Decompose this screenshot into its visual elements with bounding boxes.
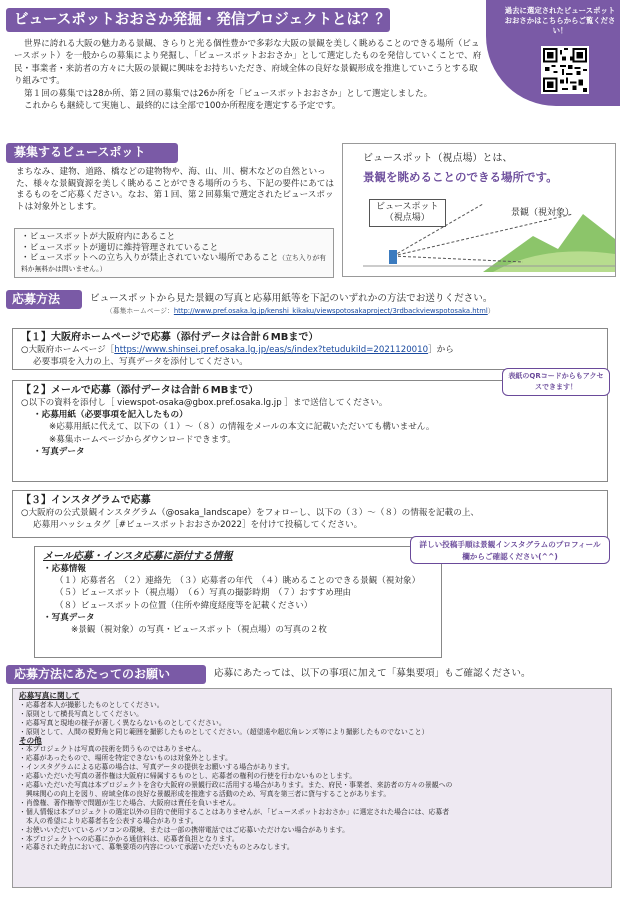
note-item: ・本プロジェクトは写真の技術を問うものではありません。 [19, 745, 206, 754]
method-instagram-line2: 応募用ハッシュタグ［#ビュースポットおおさか2022］を付けて投稿してください。 [33, 520, 363, 530]
qr-code-icon[interactable] [541, 46, 589, 94]
note-item: ・本プロジェクトへの応募にかかる通信料は、応募者負担となります。 [19, 834, 239, 843]
mail-form-note: ※募集ホームページからダウンロードできます。 [49, 434, 236, 445]
method-web-box [12, 328, 608, 370]
instagram-callout: 詳しい投稿手順は景観インスタグラムのプロフィール欄からご確認ください(^^) [410, 536, 610, 564]
condition-item [21, 253, 327, 274]
method-web-post: ］から [428, 345, 454, 355]
requests-description: 応募にあたっては、以下の事項に加えて「募集要項」もご確認ください。 [214, 668, 531, 679]
method-instagram-box [12, 490, 608, 538]
note-item: 本人の希望により応募者名を公表する場合があります。 [19, 816, 198, 825]
notes-heading-other: その他 [19, 735, 42, 745]
attach-info-row: （８）ビュースポットの位置（住所や緯度経度等を記載ください） [55, 600, 313, 611]
homepage-label: （募集ホームページ： [106, 307, 174, 315]
scenery-label: 景観（視対象） [511, 208, 575, 218]
note-item: ・原則として、人間の視野角と同じ範囲を撮影したものとしてください。（超望遠や超広角レンズ等により撮影したものでないこと） [19, 727, 429, 736]
notes-box [12, 688, 612, 888]
qr-callout: 表紙のQRコードからもアクセスできます！ [502, 368, 610, 396]
method-web-line [21, 344, 599, 356]
attach-info-row: （５）ビュースポット（視点場） （６）写真の撮影時期 （７）おすすめ理由 [55, 588, 352, 599]
bubble-text: 過去に選定されたビュースポットおおさかはこちらからご覧ください！ [504, 6, 616, 35]
application-link[interactable]: https://www.shinsei.pref.osaka.lg.jp/eas/s/index?tetudukiId=2021120010 [114, 345, 429, 355]
notes-heading-photo: 応募写真に関して [19, 691, 80, 700]
diagram-caption-emphasis: 景観を眺めることのできる場所です。 [363, 170, 558, 184]
viewpoint-label [369, 199, 446, 227]
method-web-pre: ○大阪府ホームページ［ [21, 345, 115, 355]
apply-description: ビュースポットから見た景観の写真と応募用紙等を下記のいずれかの方法でお送りください。 [90, 293, 493, 304]
condition-item: ・ビュースポットが適切に維持管理されていること [21, 242, 219, 253]
attach-photo-label: ・写真データ [43, 612, 95, 623]
method-mail-title: 【２】メールで応募（添付データは合計６MBまで） [21, 385, 259, 396]
note-item: 興味関心の向上を図り、府域全体の良好な景観形成を推進する活動のため、写真を第三者に貸与することがあります。 [19, 789, 391, 798]
intro-paragraph: これからも継続して実施し、最終的には全部で100か所程度を選定する予定です。 [24, 101, 341, 112]
viewpoint-label-sub: （視点場） [384, 213, 430, 223]
attach-info-title: メール応募・インスタ応募に添付する情報 [43, 551, 233, 562]
homepage-label-end: ） [487, 307, 495, 315]
note-item: ・応募があったもので、場所を特定できないものは対象外とします。 [19, 754, 232, 763]
method-instagram-title: 【３】インスタグラムで応募 [21, 495, 151, 506]
mail-photo-label: ・写真データ [33, 446, 85, 457]
apply-homepage-note [106, 307, 606, 316]
note-item: ・肖像権、著作権等で問題が生じた場合、大阪府は責任を負いません。 [19, 798, 240, 807]
method-web-line2: 必要事項を入力の上、写真データを添付してください。 [33, 357, 248, 367]
diagram-caption: ビュースポット（視点場）とは、 [363, 153, 513, 164]
viewpoint-label-text: ビュースポット [376, 202, 439, 212]
homepage-link[interactable]: http://www.pref.osaka.lg.jp/kenshi_kikaku/viewspotosakaproject/3rdbackviewspotosaka.html [173, 307, 488, 315]
note-item: ・応募写真と現地の様子が著しく異ならないものとしてください。 [19, 718, 226, 727]
condition-item: ・ビュースポットが大阪府内にあること [21, 232, 176, 242]
page-title: ビュースポットおおさか発掘・発信プロジェクトとは？？ [6, 8, 390, 32]
intro-text [14, 38, 484, 112]
section-heading-apply: 応募方法 [6, 290, 82, 309]
note-item: ・応募いただいた写真は本プロジェクトを含む大阪府の景観行政に活用する場合があります。また、府民・事業者、来訪者の方々の景観への [19, 781, 453, 790]
intro-paragraph: 第１回の募集では28か所、第２回の募集では26か所を「ビュースポットおおさか」として選定しました。 [24, 88, 433, 99]
mail-form-label: ・応募用紙（必要事項を記入したもの） [33, 410, 188, 421]
intro-paragraph: 世界に誇れる大阪の魅力ある景観、きらりと光る個性豊かで多彩な大阪の景観を美しく眺めることのできる場所（ビュースポット）を一般からの募集により発掘し、「ビュースポットおおさか」として選定したものを発信していくことで、府民・事業者・来訪者の方々に大阪の景観に興味をお持ちいただき、府域全体の良好な景観形成を推進していこうとする取り組みです。 [14, 39, 482, 87]
attach-photo-note: ※景観（視対象）の写真・ビュースポット（視点場）の写真の２枚 [71, 625, 327, 636]
method-mail-line: ○以下の資料を添付し［ viewspot-osaka@gbox.pref.osaka.lg.jp ］まで送信してください。 [21, 398, 388, 408]
note-item: ・応募された時点において、募集要項の内容について承諾いただいたものとみなします。 [19, 843, 294, 852]
method-web-title: 【１】大阪府ホームページで応募（添付データは合計６MBまで） [21, 332, 319, 343]
note-item: ・お使いいただいているパソコンの環境、または一部の携帯電話ではご応募いただけない場合があります。 [19, 825, 350, 834]
condition-text: ・ビュースポットへの立ち入りが禁止されていない場所であること [21, 253, 279, 264]
note-item: ・個人情報は本プロジェクトの選定以外の目的で使用することはありませんが、「ビュースポットおおさか」に選定された場合には、応募者 [19, 807, 450, 816]
attach-info-row: （１）応募者名 （２）連絡先 （３）応募者の年代 （４）眺めることのできる景観（視対象） [55, 576, 421, 587]
note-item: ・原則として横長写真としてください。 [19, 709, 144, 718]
spots-description: まちなみ、建物、道路、橋などの建物物や、海、山、川、樹木などの自然といった、様々な景観資源を美しく眺めることができる場所のうち、下記の要件にあてはまるものをご応募ください。なお、第１回、第２回募集で選定されたビュースポットは対象外とします。 [16, 167, 334, 212]
viewpoint-diagram [342, 143, 616, 277]
note-item: ・インスタグラムによる応募の場合は、写真データの提供をお願いする場合があります。 [19, 763, 294, 772]
section-heading-spots: 募集するビュースポット [6, 143, 178, 163]
mail-form-note: ※応募用紙に代えて、以下の（１）～（８）の情報をメールの本文に記載いただいても構いません。 [49, 422, 435, 433]
section-heading-requests: 応募方法にあたってのお願い [6, 665, 206, 684]
condition-note: （立ち入りが有料か無料かは問いません。） [21, 254, 326, 273]
attach-info-box [34, 546, 442, 658]
method-instagram-line: ○大阪府の公式景観インスタグラム（@osaka_landscape）をフォローし、以下の（３）～（８）の情報を記載の上、 [21, 508, 480, 518]
conditions-box [14, 228, 334, 278]
note-item: ・応募者本人が撮影したものとしてください。 [19, 700, 164, 709]
note-item: ・応募いただいた写真の著作権は大阪府に帰属するものとし、応募者の権利の行使を行わないものとします。 [19, 772, 357, 781]
attach-info-label: ・応募情報 [43, 564, 86, 574]
